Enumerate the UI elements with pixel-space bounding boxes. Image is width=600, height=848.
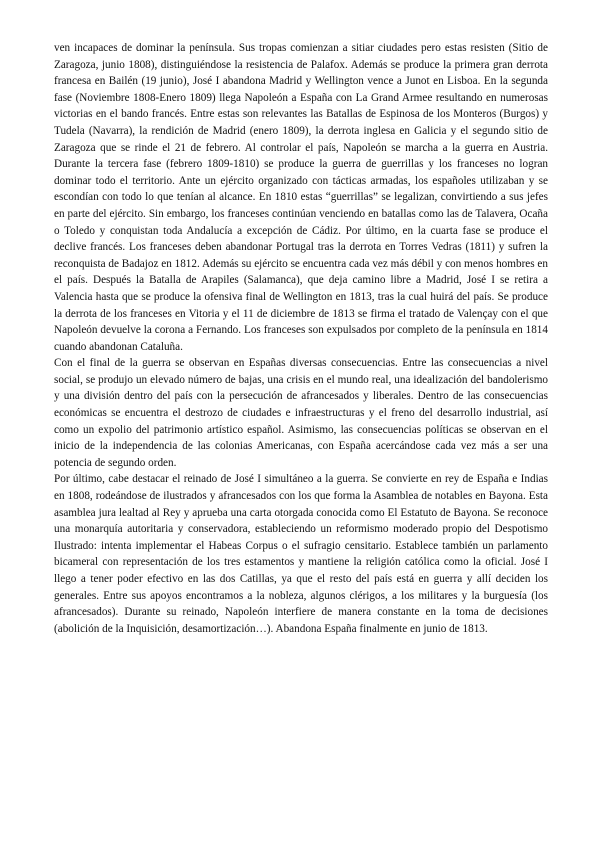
paragraph-war-phases: ven incapaces de dominar la península. Sus tropas comienzan a sitiar ciudades pero estas resisten (Sitio de Zaragoza, junio 1808), distinguiéndose la resistencia de Palafox. Además se produce la primera gran derrota francesa en Bailén (19 junio), José I abandona Madrid y Wellington vence a Junot en Lisboa. En la segunda fase (Noviembre 1808-Enero 1809) llega Napoleón a España con La Grand Armee resultando en numerosas victorias en el bando francés. Entre estas son relevantes las Batallas de Espinosa de los Monteros (Burgos) y Tudela (Navarra), la rendición de Madrid (enero 1809), la derrota inglesa en Galicia y el segundo sitio de Zaragoza que se rinde el 21 de febrero. Al controlar el país, Napoleón se marcha a la guerra en Austria. Durante la tercera fase (febrero 1809-1810) se produce la guerra de guerrillas y los franceses no logran dominar todo el territorio. Ante un ejército organizado con tácticas armadas, los españoles utilizaban y se escondían con todo lo que tenían al alcance. En 1810 estas “guerrillas” se legalizan, convirtiendo a sus jefes en parte del ejército. Sin embargo, los franceses continúan venciendo en batallas como las de Talavera, Ocaña o Toledo y conquistan toda Andalucía a excepción de Cádiz. Por último, en la cuarta fase se produce el declive francés. Los franceses deben abandonar Portugal tras la derrota en Torres Vedras (1811) y sufren la reconquista de Badajoz en 1812. Además su ejército se encuentra cada vez más débil y con menos hombres en el país. Después la Batalla de Arapiles (Salamanca), que deja camino libre a Madrid, José I se retira a Valencia hasta que se produce la ofensiva final de Wellington en 1813, tras la cual huirá del país. Se produce la derrota de los franceses en Vitoria y el 11 de diciembre de 1813 se firma el tratado de Valençay con el que Napoleón devuelve la corona a Fernando. Los franceses son expulsados por completo de la península en 1814 cuando abandonan Cataluña. xyxy=(54,42,548,353)
paragraph-jose-i-reign: Por último, cabe destacar el reinado de José I simultáneo a la guerra. Se convierte en rey de España e Indias en 1808, rodeándose de ilustrados y afrancesados con los que forma la Asamblea de notables en Bayona. Esta asamblea jura lealtad al Rey y aprueba una carta otorgada conocida como El Estatuto de Bayona. Se reconoce una monarquía autoritaria y conservadora, estableciendo un reformismo moderado propio del Despotismo Ilustrado: intenta implementar el Habeas Corpus o el sufragio censitario. Establece también un parlamento bicameral con representación de los tres estamentos y mantiene la religión católica como la oficial. José I llego a tener poder efectivo en las dos Catillas, ya que el resto del país está en guerra y allí deciden los generales. Entre sus apoyos encontramos a la nobleza, algunos clérigos, a los militares y la burguesía (los afrancesados). Durante su reinado, Napoleón interfiere de manera constante en la toma de decisiones (abolición de la Inquisición, desamortización…). Abandona España finalmente en junio de 1813. xyxy=(54,473,548,635)
paragraph-war-consequences: Con el final de la guerra se observan en Españas diversas consecuencias. Entre las consecuencias a nivel social, se produjo un elevado número de bajas, una crisis en el mundo real, una idealización del bandolerismo y una división dentro del país con la persecución de afrancesados y liberales. Dentro de las consecuencias económicas se encuentra el destrozo de ciudades e infraestructuras y el freno del desarrollo industrial, así como un expolio del patrimonio artístico español. Asimismo, las consecuencias políticas se observan en el inicio de la independencia de las colonias Americanas, con España acercándose cada vez más a ser una potencia de segundo orden. xyxy=(54,357,548,469)
document-page xyxy=(54,40,548,637)
